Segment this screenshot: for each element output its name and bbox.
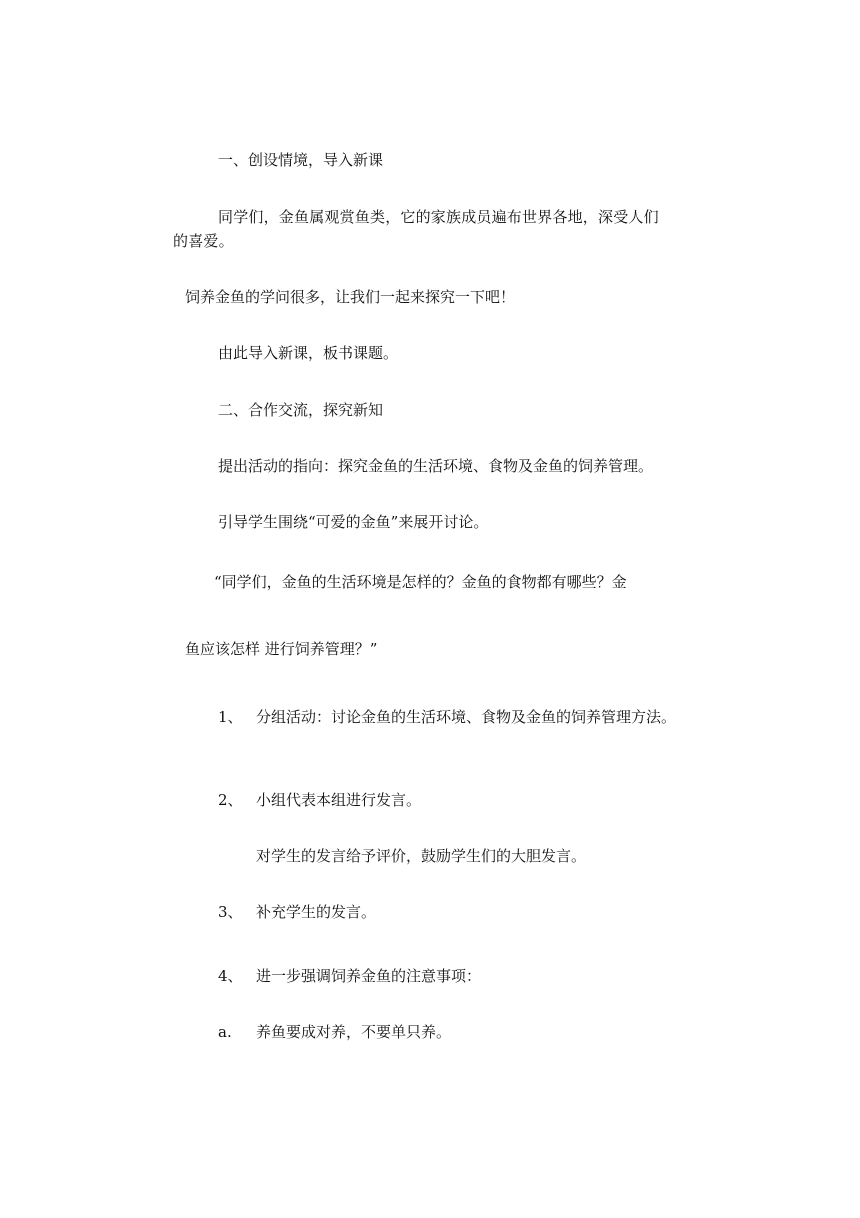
item-number: 3、 (218, 903, 243, 921)
item-number: a. (218, 1023, 232, 1041)
intro-line-3: 由此导入新课，板书课题。 (218, 344, 399, 362)
item-number: 4、 (218, 967, 243, 985)
item2-note: 对学生的发言给予评价，鼓励学生们的大胆发言。 (256, 847, 587, 865)
list-item (218, 1020, 451, 1044)
list-item (218, 788, 421, 812)
section1-heading: 一、创设情境，导入新课 (218, 151, 384, 169)
intro-paragraph: 同学们，金鱼属观赏鱼类，它的家族成员遍布世界各地，深受人们的喜爱。 (173, 208, 659, 250)
list-item (218, 900, 376, 924)
question-line-1: “同学们，金鱼的生活环境是怎样的？金鱼的食物都有哪些？金 (214, 573, 627, 591)
question-line-2: 鱼应该怎样 进行饲养管理？” (185, 640, 378, 658)
item-text: 分组活动：讨论金鱼的生活环境、食物及金鱼的饲养管理方法。 (256, 708, 677, 726)
item-text: 小组代表本组进行发言。 (256, 791, 422, 809)
item-number: 2、 (218, 791, 243, 809)
list-item (173, 705, 683, 729)
guide-line: 引导学生围绕“可爱的金鱼”来展开讨论。 (218, 513, 489, 531)
item-number: 1、 (218, 708, 243, 726)
intro-line-2: 饲养金鱼的学问很多，让我们一起来探究一下吧！ (185, 288, 516, 306)
activity-direction: 提出活动的指向：探究金鱼的生活环境、食物及金鱼的饲养管理。 (218, 457, 654, 475)
section2-heading: 二、合作交流，探究新知 (218, 401, 384, 419)
item-text: 养鱼要成对养，不要单只养。 (256, 1023, 452, 1041)
list-item (218, 964, 481, 988)
item-text: 补充学生的发言。 (256, 903, 377, 921)
item-text: 进一步强调饲养金鱼的注意事项： (256, 967, 482, 985)
